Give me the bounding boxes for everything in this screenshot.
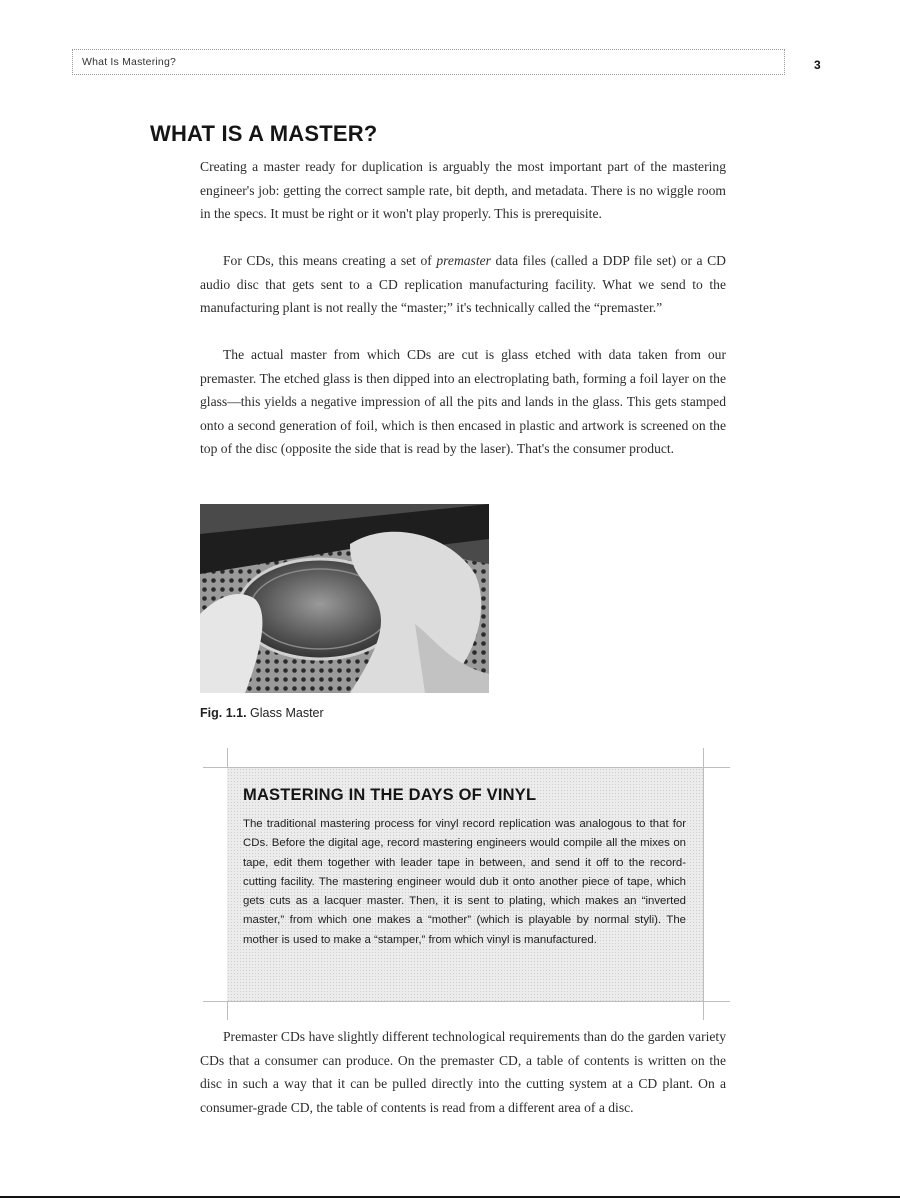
body-paragraph-1: Creating a master ready for duplication is arguably the most important part of the mastering engineer's job: getting the correct sample rate, bit depth, and metadata. There is no wiggle room in the specs. It must be right or it won't play properly. This is prerequisite. bbox=[200, 159, 726, 221]
closing-paragraph: Premaster CDs have slightly different technological requirements than do the garden variety CDs that a consumer can produce. On the premaster CD, a table of contents is written on the disc in such a way that it can be pulled directly into the cutting system at a CD plant. On a consumer-grade CD, the table of contents is read from a different area of a disc. bbox=[200, 1029, 726, 1115]
body-paragraph-2 bbox=[200, 249, 726, 320]
paragraph-2-end: data files (called a DDP file set) or a CD audio disc that gets sent to a CD replication manufacturing facility. What we send to the manufacturing plant is not really the “master;” it's technically called the “premaster.” bbox=[200, 253, 727, 315]
crop-line-right bbox=[703, 748, 704, 1020]
sidebar-text: The traditional mastering process for vinyl record replication was analogous to that for CDs. Before the digital age, record mastering engineers would compile all the mixes on tape, edit them together with leader tape in between, and send it off to the record-cutting facility. The mastering engineer would dub it onto another piece of tape, which gets cuts as a lacquer master. Then, it is sent to plating, which makes an “inverted master,” from which one makes a “mother” (which is playable by normal styli). The mother is used to make a “stamper,” from which vinyl is manufactured. bbox=[243, 818, 686, 946]
glass-master-photo-icon bbox=[200, 504, 489, 693]
running-head bbox=[72, 49, 785, 75]
figure-caption-text: Glass Master bbox=[250, 706, 324, 720]
premaster-emphasis: premaster bbox=[436, 253, 491, 268]
page-number: 3 bbox=[814, 58, 821, 72]
running-head-text: What Is Mastering? bbox=[82, 56, 177, 68]
crop-line-bottom bbox=[203, 1001, 730, 1002]
figure-label: Fig. 1.1. bbox=[200, 706, 247, 720]
glass-master-photo bbox=[200, 504, 489, 693]
section-title: WHAT IS A MASTER? bbox=[150, 121, 378, 146]
body-paragraph-3: The actual master from which CDs are cut is glass etched with data taken from our premaster. The etched glass is then dipped into an electroplating bath, forming a foil layer on the glass—this yields a negative impression of all the pits and lands in the glass. This gets stamped onto a second generation of foil, which is then encased in plastic and artwork is screened on the top of the disc (opposite the side that is read by the laser). That's the consumer product. bbox=[200, 347, 726, 456]
paragraph-2-start: For CDs, this means creating a set of bbox=[223, 253, 437, 268]
sidebar-title: MASTERING IN THE DAYS OF VINYL bbox=[243, 786, 537, 804]
figure-caption bbox=[200, 706, 324, 720]
page-bottom-edge bbox=[0, 1196, 900, 1198]
